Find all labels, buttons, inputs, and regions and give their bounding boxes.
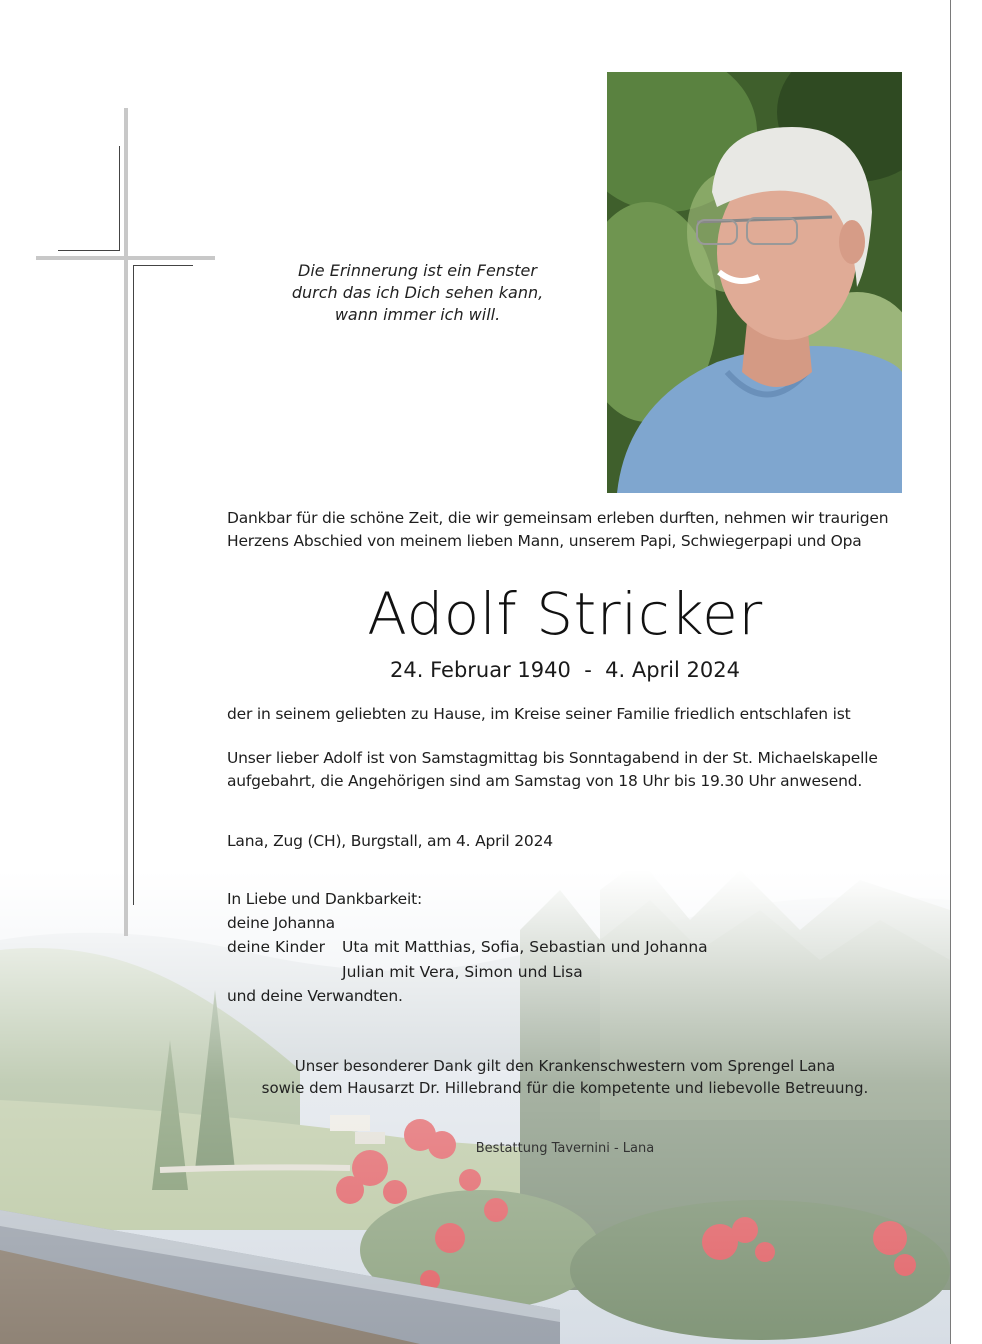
memorial-quote [250, 260, 585, 326]
viewing-line: aufgebahrt, die Angehörigen sind am Samstag von 18 Uhr bis 19.30 Uhr anwesend. [227, 772, 863, 790]
mourner-relatives: und deine Verwandten. [227, 987, 403, 1005]
portrait-photo [607, 72, 902, 493]
children-label: deine Kinder [227, 938, 326, 956]
cross-accent-line [58, 250, 120, 251]
death-note: der in seinem geliebten zu Hause, im Kreise seiner Familie friedlich entschlafen ist [227, 705, 851, 723]
cross-vertical-bar [124, 108, 128, 936]
intro-line: Herzens Abschied von meinem lieben Mann, unserem Papi, Schwiegerpapi und Opa [227, 532, 862, 550]
undertaker: Bestattung Tavernini - Lana [475, 1141, 655, 1156]
cross-horizontal-bar [36, 256, 215, 260]
intro-line: Dankbar für die schöne Zeit, die wir gemeinsam erleben durften, nehmen wir traurigen [227, 509, 889, 527]
quote-line: Die Erinnerung ist ein Fenster [298, 261, 537, 280]
thanks-line: Unser besonderer Dank gilt den Krankenschwestern vom Sprengel Lana [294, 1057, 836, 1075]
cross-accent-line [119, 146, 120, 250]
cross-accent-line [133, 265, 134, 905]
children-line: Julian mit Vera, Simon und Lisa [342, 963, 583, 981]
cross-accent-line [133, 265, 193, 266]
deceased-name: Adolf Stricker [367, 580, 763, 648]
viewing-line: Unser lieber Adolf ist von Samstagmittag bis Sonntagabend in der St. Michaelskapelle [227, 749, 878, 767]
life-dates: 24. Februar 1940 - 4. April 2024 [390, 658, 740, 682]
quote-line: durch das ich Dich sehen kann, [291, 283, 544, 302]
mourners-heading: In Liebe und Dankbarkeit: [227, 890, 423, 908]
mourner-children [227, 936, 708, 959]
mourner-spouse: deine Johanna [227, 914, 335, 932]
intro-text [227, 507, 888, 553]
children-line: Uta mit Matthias, Sofia, Sebastian und Johanna [342, 938, 708, 956]
quote-line: wann immer ich will. [334, 305, 501, 324]
thanks-line: sowie dem Hausarzt Dr. Hillebrand für die kompetente und liebevolle Betreuung. [261, 1079, 869, 1097]
viewing-info [227, 747, 878, 793]
place-date: Lana, Zug (CH), Burgstall, am 4. April 2024 [227, 832, 553, 850]
